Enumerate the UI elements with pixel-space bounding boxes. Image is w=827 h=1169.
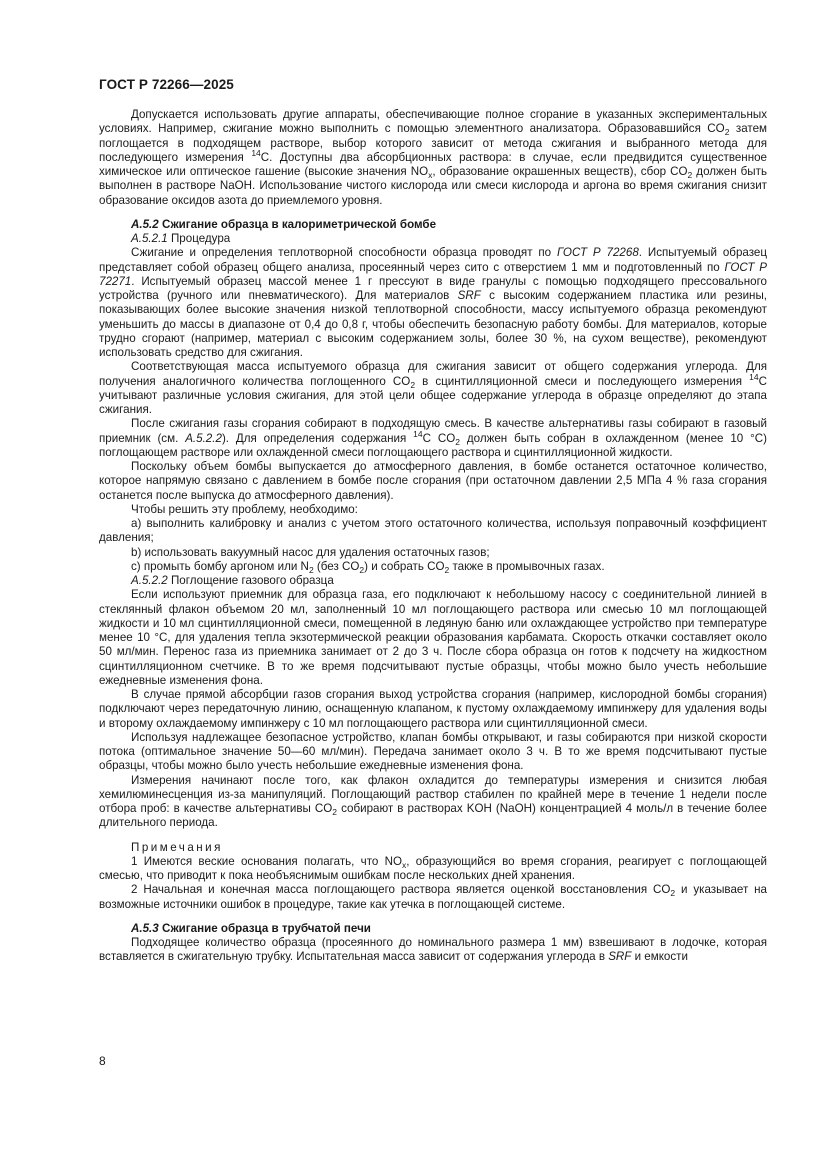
paragraph: Поскольку объем бомбы выпускается до атмосферного давления, в бомбе останется остаточное количество, которое напрямую связано с давлением в бомбе после сгорания (при остаточном давлении 2,5 МПа 4 % газа сгорания останется после выпуска до атмосферного давления). [99,460,767,502]
note-item: 1 Имеются веские основания полагать, что $NO_x$, образующийся во время сгорания, реагирует с поглощающей смесью, что приводит к пока необъяснимым ошибкам после нескольких дней хранения. [99,854,767,882]
document-body [99,108,767,965]
paragraph: В случае прямой абсорбции газов сгорания выход устройства сгорания (например, кислородной бомбы сгорания) подключают через передаточную линию, оснащенную клапаном, к пустому охлаждаемому импинжеру для удаления воды и второму охлаждаемому импинжеру с 10 мл поглощающего раствора или сцинтилляционной смеси. [99,688,767,730]
paragraph: После сжигания газы сгорания собирают в подходящую смесь. В качестве альтернативы газы собирают в газовый приемник (см. А.5.2.2). Для определения содержания $^{14}$C $CO_2$ должен быть собран в охлажденном (менее 10 °C) поглощающем растворе или охлажденной смеси поглощающего раствора и сцинтилляционной жидкости. [99,417,767,459]
intro-paragraph: Допускается использовать другие аппараты, обеспечивающие полное сгорание в указанных экспериментальных условиях. Например, сжигание можно выполнить с помощью элементного анализатора. Образовавшийся $CO_2$ затем поглощается в подходящем растворе, выбор которого зависит от метода сжигания и выбранного метода для последующего измерения $^{14}$C. Доступны два абсорбционных раствора: в случае, если предвидится существенное химическое или оптическое гашение (высокие значения $NO_x$, образование окрашенных веществ), сбор $CO_2$ должен быть выполнен в растворе NaOH. Использование чистого кислорода или смеси кислорода и аргона во время сжигания снизит образование оксидов азота до приемлемого уровня. [99,108,767,207]
paragraph: Измерения начинают после того, как флакон охладится до температуры измерения и снизится любая хемилюминесценция из-за манипуляций. Поглощающий раствор стабилен по крайней мере в течение 1 недели после отбора проб: в качестве альтернативы $CO_2$ собирают в растворах KOH (NaOH) концентрацией 4 моль/л в течение более длительного периода. [99,773,767,830]
section-heading-a53: А.5.3 Сжигание образца в трубчатой печи [131,921,371,935]
subsection-heading-a521: А.5.2.1 Процедура [131,232,231,245]
document-header: ГОСТ Р 72266—2025 [99,77,234,92]
paragraph: Чтобы решить эту проблему, необходимо: [131,502,358,516]
list-item: с) промыть бомбу аргоном или $N_2$ (без $CO_2$) и собрать $CO_2$ также в промывочных газах. [131,559,605,575]
subsection-heading-a522: А.5.2.2 Поглощение газового образца [131,574,334,587]
paragraph: Соответствующая масса испытуемого образца для сжигания зависит от общего содержания углерода. Для получения аналогичного количества поглощенного $CO_2$ в сцинтилляционной смеси и последующего измерения $^{14}$C учитывают различные условия сжигания, для этой цели общее содержание углерода в образце определяют до этапа сжигания. [99,360,768,416]
notes-title: Примечания [131,840,223,854]
note-item: 2 Начальная и конечная масса поглощающего раствора является оценкой восстановления $CO_2$ и указывает на возможные источники ошибок в процедуре, такие как утечка в поглощающей системе. [99,883,767,911]
list-item: а) выполнить калибровку и анализ с учетом этого остаточного количества, используя поправочный коэффициент давления; [99,517,767,545]
paragraph: Сжигание и определения теплотворной способности образца проводят по ГОСТ Р 72268. Испытуемый образец представляет собой образец общего анализа, просеянный через сито с отверстием 1 мм и подготовленный по ГОСТ Р 72271. Испытуемый образец массой менее 1 г прессуют в виде гранулы с помощью подходящего прессовального устройства (ручного или пневматического). Для материалов SRF с высоким содержанием пластика или резины, показывающих более высокие значения низкой теплотворной способности, массу испытуемого образца рекомендуют уменьшить до массы в диапазоне от 0,4 до 0,8 г, чтобы обеспечить безопасную работу бомбы. Для материалов, которые трудно сгорают (например, материал с высоким содержанием золы, более 30 %, на сухом веществе), рекомендуют использовать средство для сжигания. [99,246,768,359]
list-item: b) использовать вакуумный насос для удаления остаточных газов; [131,545,490,559]
page-number: 8 [99,1054,106,1068]
paragraph: Если используют приемник для образца газа, его подключают к небольшому насосу с соединительной линией в стеклянный флакон объемом 20 мл, заполненный 10 мл поглощающего раствора или смесью 10 мл поглощающей жидкости и 10 мл сцинтилляционной смеси, помещенной в ледяную баню или охлаждающее устройство при температуре менее 10 °C, для удаления тепла экзотермической реакции образования карбамата. Скорость откачки составляет около 50 мл/мин. Перенос газа из приемника занимает от 2 до 3 ч. После сбора образца он готов к подсчету на жидкостном сцинтилляционном счетчике. В то же время подсчитывают пустые образцы, чтобы можно было учесть небольшие ежедневные изменения фона. [99,588,767,687]
paragraph: Подходящее количество образца (просеянного до номинального размера 1 мм) взвешивают в лодочке, которая вставляется в сжигательную трубку. Испытательная масса зависит от содержания углерода в SRF и емкости [99,936,767,964]
paragraph: Используя надлежащее безопасное устройство, клапан бомбы открывают, и газы собираются при низкой скорости потока (оптимальное значение 50—60 мл/мин). Передача занимает около 3 ч. В то же время подсчитывают пустые образцы, чтобы можно было учесть небольшие ежедневные изменения фона. [99,730,767,773]
section-heading-a52: А.5.2 Сжигание образца в калориметрической бомбе [131,217,437,231]
